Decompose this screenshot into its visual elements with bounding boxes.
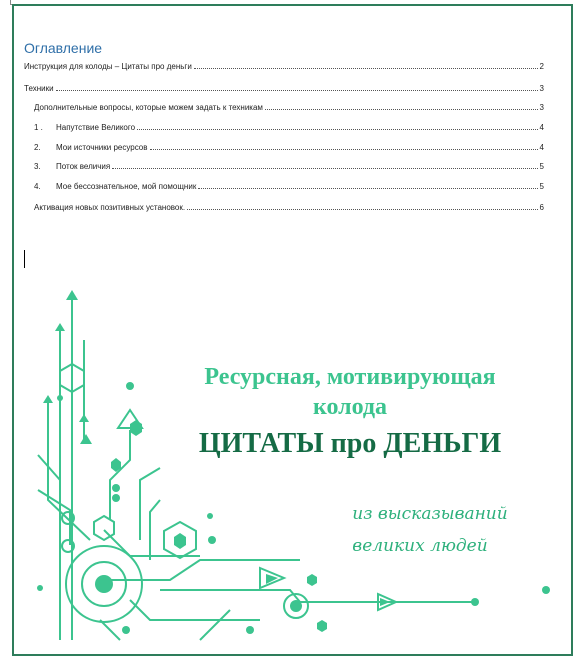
toc-entry-page: 5: [539, 162, 544, 171]
toc-entry-page: 5: [539, 182, 544, 191]
toc-entry-text: Мое бессознательное, мой помощник: [56, 182, 197, 191]
cover-title-line-2: колода: [312, 394, 388, 420]
toc-heading: Оглавление: [24, 40, 103, 56]
toc-entry-page: 6: [539, 203, 544, 212]
toc-entry-number: 4.: [34, 182, 41, 191]
cover-subtitle-line-2: великих людей: [352, 536, 488, 556]
toc-entry-page: 4: [539, 123, 544, 132]
toc-entry-text: Поток величия: [56, 162, 111, 171]
toc-entry-page: 3: [539, 84, 544, 93]
toc-entry-text: Дополнительные вопросы, которые можем задать к техникам: [34, 103, 263, 112]
toc-entry-page: 3: [539, 103, 544, 112]
cover-title-main: ЦИТАТЫ про ДЕНЬГИ: [198, 428, 502, 459]
toc-entry-text: Мои источники ресурсов: [56, 143, 148, 152]
toc-entry-number: 3.: [34, 162, 41, 171]
toc-entry-page: 4: [539, 143, 544, 152]
toc-entry-number: 2.: [34, 143, 41, 152]
toc-entry-text: Напутствие Великого: [56, 123, 136, 132]
cover-title-line-1: Ресурсная, мотивирующая: [204, 364, 496, 390]
toc-entry-text: Техники: [24, 84, 54, 93]
toc-entry-text: Инструкция для колоды – Цитаты про деньги: [24, 62, 192, 71]
toc-entry-number: 1 .: [34, 123, 43, 132]
toc-entry-text: Активация новых позитивных установок.: [34, 203, 186, 212]
toc-entry-page: 2: [539, 62, 544, 71]
cover-subtitle-line-1: из высказываний: [352, 504, 508, 524]
